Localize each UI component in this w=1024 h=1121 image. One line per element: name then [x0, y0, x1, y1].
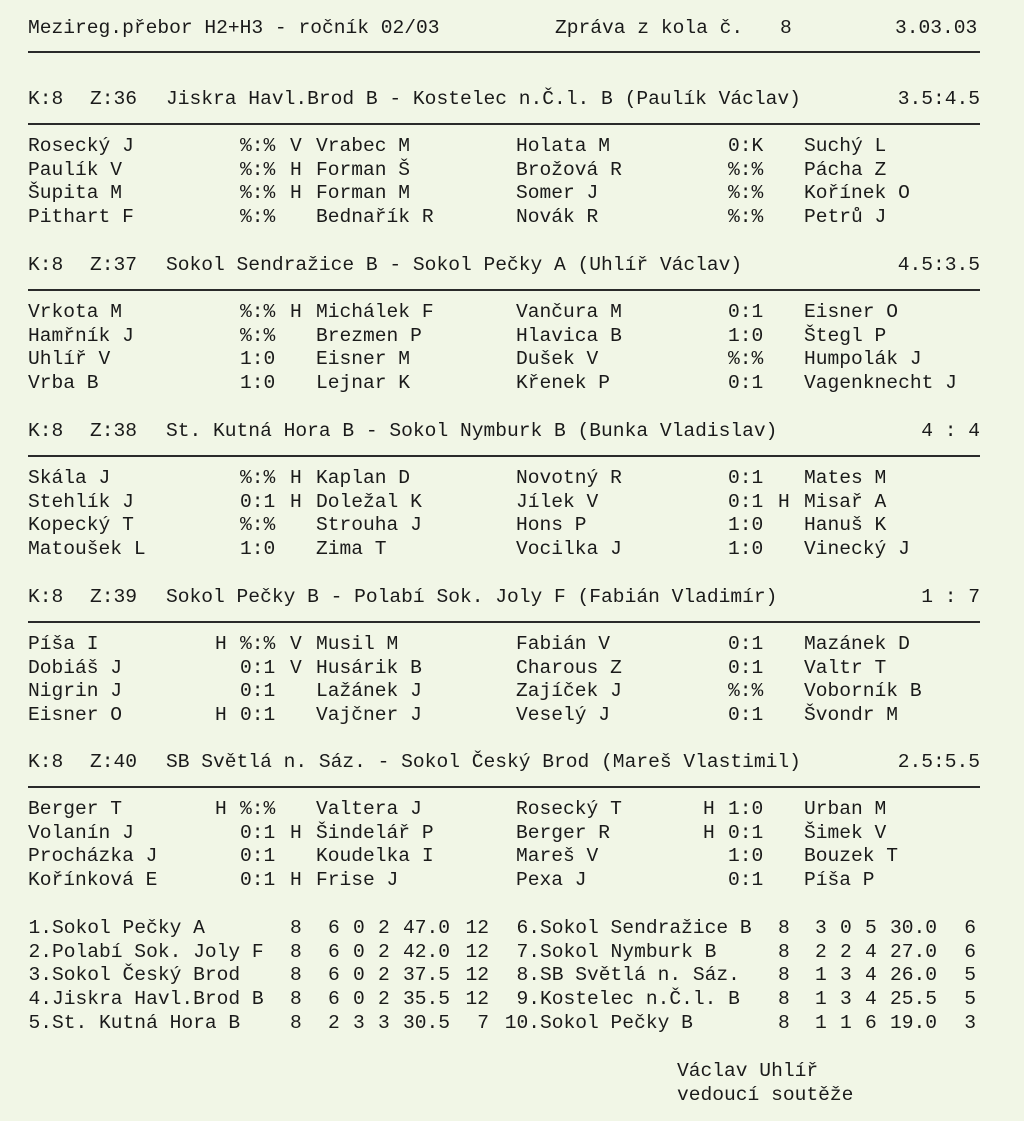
standing-played: 8 [778, 964, 790, 987]
result-2: 1:0 [728, 538, 764, 561]
match-number: Z:40 [90, 751, 138, 773]
result-1: 0:1 [240, 869, 276, 892]
note-1: V [290, 656, 302, 679]
standing-team: SB Světlá n. Sáz. [540, 964, 740, 987]
note-1: H [290, 821, 302, 844]
standing-rank: 2. [28, 940, 52, 963]
standings-row [0, 917, 1024, 941]
match-title: Sokol Pečky B - Polabí Sok. Joly F (Fabián Vladimír) [166, 586, 778, 608]
result-2: 1:0 [728, 324, 764, 347]
game-row [0, 680, 1024, 704]
away-player-2: Štegl P [804, 324, 887, 347]
home-player-2: Hons P [516, 514, 587, 537]
result-1: 0:1 [240, 704, 276, 727]
away-player-2: Šimek V [804, 821, 887, 844]
standing-played: 8 [778, 917, 790, 939]
home-player-2: Vančura M [516, 301, 622, 323]
note-1: H [290, 158, 302, 181]
standing-team: Sokol Nymburk B [540, 940, 717, 963]
away-player-2: Urban M [804, 798, 887, 820]
match-divider [28, 289, 980, 291]
standing-rank: 9. [516, 988, 540, 1011]
standing-rank: 3. [28, 964, 52, 987]
standing-played: 8 [290, 988, 302, 1011]
standing-points: 12 [465, 940, 489, 963]
away-player-2: Pácha Z [804, 158, 887, 181]
standing-lost: 3 [378, 1011, 390, 1034]
match-header [0, 88, 1024, 112]
color-mark-1: H [215, 704, 227, 727]
result-1: 0:1 [240, 490, 276, 513]
match-title: Sokol Sendražice B - Sokol Pečky A (Uhlíř Václav) [166, 254, 743, 276]
result-2: 0:1 [728, 869, 764, 892]
standing-team: Jiskra Havl.Brod B [52, 988, 264, 1011]
standing-played: 8 [290, 940, 302, 963]
standing-won: 3 [815, 917, 827, 939]
result-1: %:% [240, 633, 276, 655]
game-row [0, 845, 1024, 869]
home-player-2: Zajíček J [516, 680, 622, 703]
away-player-2: Suchý L [804, 135, 887, 157]
away-player-2: Misař A [804, 490, 887, 513]
away-player-2: Mates M [804, 467, 887, 489]
note-1: H [290, 467, 302, 489]
away-player-1: Doležal K [316, 490, 422, 513]
game-row [0, 633, 1024, 657]
home-player-2: Jílek V [516, 490, 599, 513]
result-1: %:% [240, 135, 276, 157]
result-1: %:% [240, 206, 276, 229]
color-mark-1: H [215, 798, 227, 820]
match-score: 1 : 7 [921, 586, 980, 608]
game-row [0, 798, 1024, 822]
report-label: Zpráva z kola č. [555, 17, 744, 39]
game-row [0, 514, 1024, 538]
standing-rank: 5. [28, 1011, 52, 1034]
home-player-2: Somer J [516, 182, 599, 205]
standing-played: 8 [778, 1011, 790, 1034]
game-row [0, 657, 1024, 681]
note-1: H [290, 301, 302, 323]
match-round: K:8 [28, 254, 64, 276]
standing-won: 1 [815, 988, 827, 1011]
game-row [0, 372, 1024, 396]
result-1: 1:0 [240, 348, 276, 371]
note-1: H [290, 490, 302, 513]
result-1: %:% [240, 158, 276, 181]
away-player-2: Eisner O [804, 301, 899, 323]
away-player-2: Mazánek D [804, 633, 910, 655]
result-2: 0:1 [728, 633, 764, 655]
standing-team: Sokol Pečky B [540, 1011, 693, 1034]
result-1: 0:1 [240, 656, 276, 679]
standing-score: 30.0 [890, 917, 938, 939]
home-player-2: Novotný R [516, 467, 622, 489]
match-number: Z:37 [90, 254, 138, 276]
away-player-2: Voborník B [804, 680, 922, 703]
home-player-2: Berger R [516, 821, 611, 844]
color-mark-1: H [215, 633, 227, 655]
standing-won: 6 [328, 917, 340, 939]
home-player-1: Procházka J [28, 845, 158, 868]
match-title: Jiskra Havl.Brod B - Kostelec n.Č.l. B (Paulík Václav) [166, 88, 801, 110]
standing-team: Polabí Sok. Joly F [52, 940, 264, 963]
standing-rank: 6. [516, 917, 540, 939]
standing-lost: 2 [378, 940, 390, 963]
result-2: 0:1 [728, 656, 764, 679]
competition-title: Mezireg.přebor H2+H3 - ročník 02/03 [28, 17, 440, 39]
game-row [0, 182, 1024, 206]
match-divider [28, 123, 980, 125]
standing-drawn: 0 [840, 917, 852, 939]
match-header [0, 751, 1024, 775]
standing-drawn: 0 [353, 940, 365, 963]
note-2: H [778, 490, 790, 513]
standing-drawn: 3 [353, 1011, 365, 1034]
standing-points: 6 [964, 940, 976, 963]
home-player-1: Stehlík J [28, 490, 134, 513]
away-player-1: Strouha J [316, 514, 422, 537]
home-player-1: Paulík V [28, 158, 123, 181]
result-2: 0:1 [728, 301, 764, 323]
standing-points: 12 [465, 988, 489, 1011]
away-player-1: Husárik B [316, 656, 422, 679]
standing-points: 6 [964, 917, 976, 939]
away-player-1: Valtera J [316, 798, 422, 820]
result-2: 0:K [728, 135, 764, 157]
result-2: %:% [728, 348, 764, 371]
standing-drawn: 0 [353, 917, 365, 939]
game-row [0, 704, 1024, 728]
match-round: K:8 [28, 420, 64, 442]
home-player-1: Dobiáš J [28, 656, 123, 679]
away-player-1: Forman Š [316, 158, 411, 181]
home-player-2: Brožová R [516, 158, 622, 181]
game-row [0, 135, 1024, 159]
result-2: %:% [728, 158, 764, 181]
standing-lost: 4 [865, 940, 877, 963]
away-player-1: Lejnar K [316, 372, 411, 395]
standing-won: 2 [815, 940, 827, 963]
away-player-1: Brezmen P [316, 324, 422, 347]
color-mark-2: H [703, 798, 715, 820]
away-player-1: Musil M [316, 633, 399, 655]
home-player-2: Mareš V [516, 845, 599, 868]
match-round: K:8 [28, 88, 64, 110]
match-score: 3.5:4.5 [897, 88, 980, 110]
standing-score: 30.5 [403, 1011, 451, 1034]
away-player-2: Švondr M [804, 704, 899, 727]
standing-rank: 7. [516, 940, 540, 963]
header-divider [28, 51, 980, 53]
home-player-1: Šupita M [28, 182, 123, 205]
home-player-2: Fabián V [516, 633, 611, 655]
result-2: 0:1 [728, 490, 764, 513]
result-1: 0:1 [240, 680, 276, 703]
away-player-1: Forman M [316, 182, 411, 205]
result-1: 1:0 [240, 372, 276, 395]
away-player-2: Vagenknecht J [804, 372, 957, 395]
match-header [0, 254, 1024, 278]
result-2: %:% [728, 206, 764, 229]
standing-rank: 10. [504, 1011, 540, 1034]
match-number: Z:38 [90, 420, 138, 442]
standing-lost: 4 [865, 988, 877, 1011]
standings-row [0, 988, 1024, 1012]
standing-score: 47.0 [403, 917, 451, 939]
standing-rank: 4. [28, 988, 52, 1011]
home-player-2: Novák R [516, 206, 599, 229]
standing-drawn: 0 [353, 988, 365, 1011]
standing-lost: 2 [378, 988, 390, 1011]
home-player-2: Holata M [516, 135, 611, 157]
home-player-1: Uhlíř V [28, 348, 111, 371]
match-number: Z:39 [90, 586, 138, 608]
home-player-1: Berger T [28, 798, 123, 820]
match-title: St. Kutná Hora B - Sokol Nymburk B (Bunka Vladislav) [166, 420, 778, 442]
standing-drawn: 1 [840, 1011, 852, 1034]
standing-score: 35.5 [403, 988, 451, 1011]
home-player-1: Skála J [28, 467, 111, 489]
home-player-2: Rosecký T [516, 798, 622, 820]
standing-team: Sokol Pečky A [52, 917, 205, 939]
away-player-1: Šindelář P [316, 821, 434, 844]
standing-team: St. Kutná Hora B [52, 1011, 241, 1034]
home-player-1: Eisner O [28, 704, 123, 727]
standing-played: 8 [290, 964, 302, 987]
game-row [0, 822, 1024, 846]
match-number: Z:36 [90, 88, 138, 110]
home-player-1: Vrkota M [28, 301, 123, 323]
away-player-2: Humpolák J [804, 348, 922, 371]
standing-drawn: 3 [840, 988, 852, 1011]
result-1: 0:1 [240, 821, 276, 844]
game-row [0, 348, 1024, 372]
result-1: %:% [240, 514, 276, 537]
away-player-2: Kořínek O [804, 182, 910, 205]
result-2: 1:0 [728, 845, 764, 868]
result-1: %:% [240, 798, 276, 820]
result-1: %:% [240, 467, 276, 489]
standing-played: 8 [290, 917, 302, 939]
standing-lost: 6 [865, 1011, 877, 1034]
standing-score: 26.0 [890, 964, 938, 987]
standing-points: 12 [465, 917, 489, 939]
note-1: H [290, 182, 302, 205]
result-2: 0:1 [728, 467, 764, 489]
game-row [0, 325, 1024, 349]
note-1: V [290, 633, 302, 655]
standing-drawn: 3 [840, 964, 852, 987]
home-player-1: Píša I [28, 633, 99, 655]
standings-row [0, 941, 1024, 965]
match-round: K:8 [28, 586, 64, 608]
away-player-1: Lažánek J [316, 680, 422, 703]
away-player-1: Kaplan D [316, 467, 411, 489]
game-row [0, 467, 1024, 491]
match-score: 4 : 4 [921, 420, 980, 442]
game-row [0, 538, 1024, 562]
away-player-1: Eisner M [316, 348, 411, 371]
home-player-2: Hlavica B [516, 324, 622, 347]
signature-name: Václav Uhlíř [677, 1060, 819, 1082]
away-player-2: Valtr T [804, 656, 887, 679]
standing-played: 8 [290, 1011, 302, 1034]
standing-won: 6 [328, 964, 340, 987]
round-number: 8 [780, 17, 792, 39]
home-player-1: Kořínková E [28, 869, 158, 892]
standings-row [0, 964, 1024, 988]
standing-drawn: 2 [840, 940, 852, 963]
match-title: SB Světlá n. Sáz. - Sokol Český Brod (Mareš Vlastimil) [166, 751, 801, 773]
standing-score: 25.5 [890, 988, 938, 1011]
standing-drawn: 0 [353, 964, 365, 987]
home-player-2: Křenek P [516, 372, 611, 395]
home-player-2: Charous Z [516, 656, 622, 679]
away-player-1: Bednařík R [316, 206, 434, 229]
match-divider [28, 786, 980, 788]
home-player-2: Dušek V [516, 348, 599, 371]
home-player-1: Hamřník J [28, 324, 134, 347]
note-1: H [290, 869, 302, 892]
report-header [0, 17, 1024, 41]
standing-score: 42.0 [403, 940, 451, 963]
signature-role: vedoucí soutěže [677, 1084, 854, 1106]
standing-lost: 2 [378, 917, 390, 939]
home-player-1: Matoušek L [28, 538, 146, 561]
match-divider [28, 455, 980, 457]
note-1: V [290, 135, 302, 157]
standing-points: 3 [964, 1011, 976, 1034]
home-player-1: Volanín J [28, 821, 134, 844]
result-1: %:% [240, 301, 276, 323]
match-divider [28, 621, 980, 623]
match-header [0, 420, 1024, 444]
standing-won: 1 [815, 964, 827, 987]
home-player-1: Rosecký J [28, 135, 134, 157]
standing-lost: 4 [865, 964, 877, 987]
standing-played: 8 [778, 988, 790, 1011]
game-row [0, 301, 1024, 325]
result-2: 0:1 [728, 704, 764, 727]
standing-points: 12 [465, 964, 489, 987]
result-1: %:% [240, 182, 276, 205]
standing-rank: 8. [516, 964, 540, 987]
match-score: 4.5:3.5 [897, 254, 980, 276]
away-player-2: Bouzek T [804, 845, 899, 868]
home-player-2: Pexa J [516, 869, 587, 892]
standing-won: 2 [328, 1011, 340, 1034]
away-player-1: Vajčner J [316, 704, 422, 727]
away-player-1: Koudelka I [316, 845, 434, 868]
home-player-1: Nigrin J [28, 680, 123, 703]
result-2: 0:1 [728, 821, 764, 844]
standing-won: 6 [328, 940, 340, 963]
result-1: %:% [240, 324, 276, 347]
standing-rank: 1. [28, 917, 52, 939]
home-player-1: Pithart F [28, 206, 134, 229]
standing-lost: 2 [378, 964, 390, 987]
home-player-2: Veselý J [516, 704, 611, 727]
standing-score: 37.5 [403, 964, 451, 987]
standing-score: 27.0 [890, 940, 938, 963]
standing-points: 5 [964, 964, 976, 987]
result-2: %:% [728, 182, 764, 205]
standings-row [0, 1012, 1024, 1036]
game-row [0, 159, 1024, 183]
result-1: 0:1 [240, 845, 276, 868]
away-player-2: Píša P [804, 869, 875, 892]
standing-won: 1 [815, 1011, 827, 1034]
home-player-1: Kopecký T [28, 514, 134, 537]
away-player-1: Vrabec M [316, 135, 411, 157]
result-2: 0:1 [728, 372, 764, 395]
standing-played: 8 [778, 940, 790, 963]
standing-won: 6 [328, 988, 340, 1011]
match-header [0, 586, 1024, 610]
game-row [0, 869, 1024, 893]
standing-team: Kostelec n.Č.l. B [540, 988, 740, 1011]
game-row [0, 206, 1024, 230]
standing-points: 5 [964, 988, 976, 1011]
match-score: 2.5:5.5 [897, 751, 980, 773]
result-2: 1:0 [728, 798, 764, 820]
color-mark-2: H [703, 821, 715, 844]
result-2: 1:0 [728, 514, 764, 537]
result-2: %:% [728, 680, 764, 703]
game-row [0, 491, 1024, 515]
match-round: K:8 [28, 751, 64, 773]
standing-team: Sokol Český Brod [52, 964, 241, 987]
home-player-1: Vrba B [28, 372, 99, 395]
standing-team: Sokol Sendražice B [540, 917, 752, 939]
away-player-1: Michálek F [316, 301, 434, 323]
standing-lost: 5 [865, 917, 877, 939]
away-player-2: Vinecký J [804, 538, 910, 561]
standing-points: 7 [477, 1011, 489, 1034]
standing-score: 19.0 [890, 1011, 938, 1034]
report-date: 3.03.03 [895, 17, 978, 39]
result-1: 1:0 [240, 538, 276, 561]
away-player-1: Frise J [316, 869, 399, 892]
home-player-2: Vocilka J [516, 538, 622, 561]
away-player-2: Hanuš K [804, 514, 887, 537]
away-player-2: Petrů J [804, 206, 887, 229]
away-player-1: Zima T [316, 538, 387, 561]
